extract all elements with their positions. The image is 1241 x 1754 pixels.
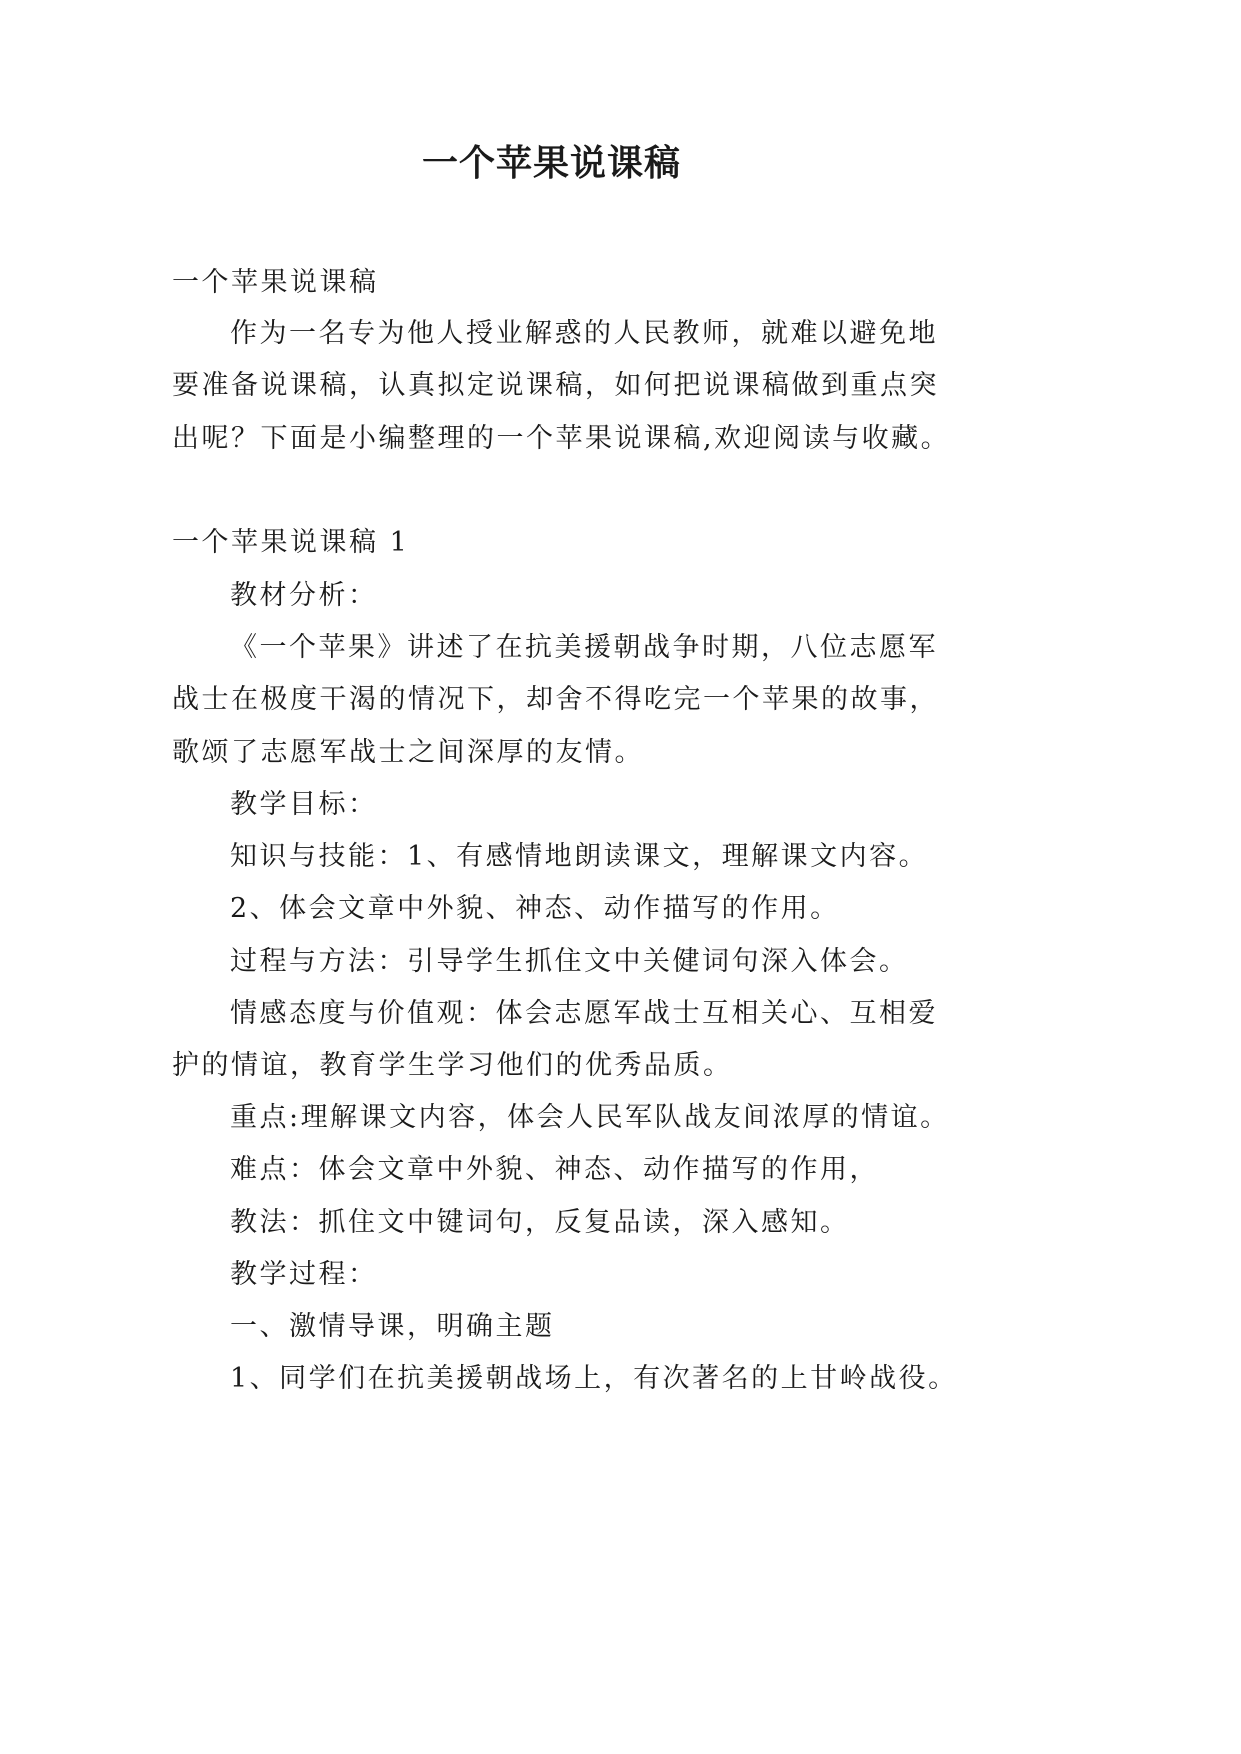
subheading-teaching-process: 教学过程： — [230, 1259, 378, 1290]
section-heading-intro: 一个苹果说课稿 — [172, 267, 379, 298]
paragraph-line: 歌颂了志愿军战士之间深厚的友情。 — [172, 737, 644, 768]
paragraph-line: 出呢？下面是小编整理的一个苹果说课稿,欢迎阅读与收藏。 — [172, 423, 951, 454]
paragraph-line: 难点：体会文章中外貌、神态、动作描写的作用， — [230, 1154, 879, 1185]
paragraph-line: 战士在极度干渴的情况下，却舍不得吃完一个苹果的故事， — [172, 684, 939, 715]
paragraph-line: 过程与方法：引导学生抓住文中关健词句深入体会。 — [230, 946, 909, 977]
paragraph-line: 《一个苹果》讲述了在抗美援朝战争时期，八位志愿军 — [230, 632, 938, 663]
document-title: 一个苹果说课稿 — [421, 143, 681, 184]
paragraph-line: 情感态度与价值观：体会志愿军战士互相关心、互相爱 — [230, 998, 938, 1029]
paragraph-line: 教法：抓住文中键词句，反复品读，深入感知。 — [230, 1207, 850, 1238]
paragraph-line: 一、激情导课，明确主题 — [230, 1311, 555, 1342]
section-heading-1: 一个苹果说课稿 1 — [172, 527, 410, 558]
paragraph-line: 重点:理解课文内容，体会人民军队战友间浓厚的情谊。 — [230, 1102, 950, 1133]
paragraph-line: 2、体会文章中外貌、神态、动作描写的作用。 — [230, 893, 840, 924]
subheading-teaching-goals: 教学目标： — [230, 789, 378, 820]
paragraph-line: 知识与技能：1、有感情地朗读课文，理解课文内容。 — [230, 841, 929, 872]
paragraph-line: 要准备说课稿，认真拟定说课稿，如何把说课稿做到重点突 — [172, 370, 939, 401]
paragraph-line: 护的情谊，教育学生学习他们的优秀品质。 — [172, 1050, 733, 1081]
subheading-textbook-analysis: 教材分析： — [230, 580, 378, 611]
paragraph-line: 作为一名专为他人授业解惑的人民教师，就难以避免地 — [230, 318, 938, 349]
paragraph-line: 1、同学们在抗美援朝战场上，有次著名的上甘岭战役。 — [230, 1363, 958, 1394]
